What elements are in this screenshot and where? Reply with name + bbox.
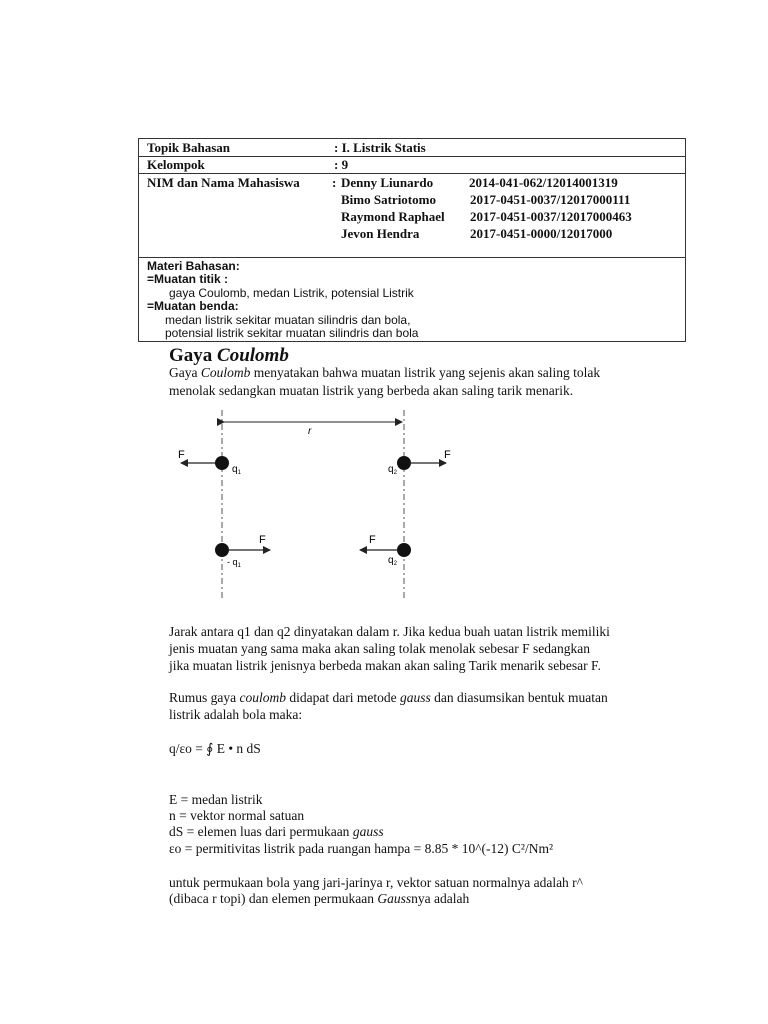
definition-text: dS = elemen luas dari permukaan: [169, 824, 353, 839]
student-name: Jevon Hendra: [341, 226, 420, 241]
student-id: 2017-0451-0037/12017000111: [470, 192, 631, 207]
para2-text: Rumus gaya: [169, 690, 240, 705]
definition-line: E = medan listrik: [169, 792, 263, 807]
students-label: NIM dan Nama Mahasiswa: [147, 175, 300, 190]
point-charge-items: gaya Coulomb, medan Listrik, potensial Listrik: [169, 285, 414, 300]
definition-line: [169, 823, 384, 840]
student-id: 2017-0451-0000/12017000: [470, 226, 613, 241]
definition-line: n = vektor normal satuan: [169, 808, 305, 823]
point-charge-heading: =Muatan titik :: [147, 272, 229, 287]
body-charge-heading: =Muatan benda:: [147, 299, 239, 314]
force-label: F: [369, 534, 376, 546]
group-label: Kelompok: [147, 157, 205, 172]
q2-label: $q_2$: [388, 464, 397, 476]
topic-label: Topik Bahasan: [147, 140, 230, 155]
neg-q1-label: - $q_1$: [227, 557, 241, 569]
force-label: F: [444, 449, 451, 461]
material-heading: Materi Bahasan:: [147, 259, 240, 273]
topic-value: : I. Listrik Statis: [334, 140, 426, 155]
intro-text: menyatakan bahwa muatan listrik yang sejenis akan saling tolak: [250, 365, 601, 380]
para1-line: Jarak antara q1 dan q2 dinyatakan dalam r. Jika kedua buah uatan listrik memiliki: [169, 624, 610, 639]
body-charge-item: potensial listrik sekitar muatan silindris dan bola: [165, 326, 419, 341]
para1-line: jenis muatan yang sama maka akan saling tolak menolak sebesar F sedangkan: [169, 641, 590, 656]
body-charge-item: medan listrik sekitar muatan silindris dan bola,: [165, 312, 411, 327]
force-label: F: [178, 449, 185, 461]
para3-italic: Gauss: [377, 891, 412, 906]
para2-text: didapat dari metode: [286, 690, 400, 705]
force-label: F: [259, 534, 266, 546]
student-name: Raymond Raphael: [341, 209, 445, 224]
intro-italic: Coulomb: [200, 365, 251, 380]
title-plain: Gaya: [169, 345, 218, 366]
intro-text: Gaya: [169, 365, 201, 380]
para2-line: listrik adalah bola maka:: [169, 707, 303, 722]
para3-text: (dibaca r topi) dan elemen permukaan: [169, 891, 378, 906]
para3-text: nya adalah: [411, 891, 470, 906]
para1-line: jika muatan listrik jenisnya berbeda makan akan saling Tarik menarik sebesar F.: [169, 658, 601, 673]
para2-line: [169, 689, 608, 706]
students-colon: :: [332, 175, 337, 190]
title-italic: Coulomb: [217, 345, 289, 366]
para2-italic: coulomb: [239, 690, 286, 705]
student-id: 2017-0451-0037/12017000463: [470, 209, 632, 224]
q1-label: $q_1$: [232, 464, 241, 476]
student-name: Denny Liunardo: [341, 175, 434, 190]
distance-label: r: [308, 426, 312, 437]
para2-italic: gauss: [399, 690, 431, 705]
para2-text: dan diasumsikan bentuk muatan: [430, 690, 608, 705]
student-id: 2014-041-062/12014001319: [469, 175, 618, 190]
student-name: Bimo Satriotomo: [341, 192, 436, 207]
group-value: : 9: [334, 157, 349, 172]
charge-q1: [215, 456, 229, 470]
charge-neg-q1: [215, 543, 229, 557]
para3-line: untuk permukaan bola yang jari-jarinya r, vektor satuan normalnya adalah r^: [169, 875, 584, 890]
para3-line: [169, 890, 469, 907]
charge-q2-bottom: [397, 543, 411, 557]
charge-q2: [397, 456, 411, 470]
gauss-formula: q/εo = ∮ E • n dS: [169, 741, 261, 756]
intro-line: menolak sedangkan muatan listrik yang berbeda akan saling tarik menarik.: [169, 383, 574, 398]
q2-bottom-label: $q_2$: [388, 555, 397, 567]
definition-italic: gauss: [352, 824, 384, 839]
definition-line: εo = permitivitas listrik pada ruangan hampa = 8.85 * 10^(-12) C²/Nm²: [169, 841, 554, 856]
